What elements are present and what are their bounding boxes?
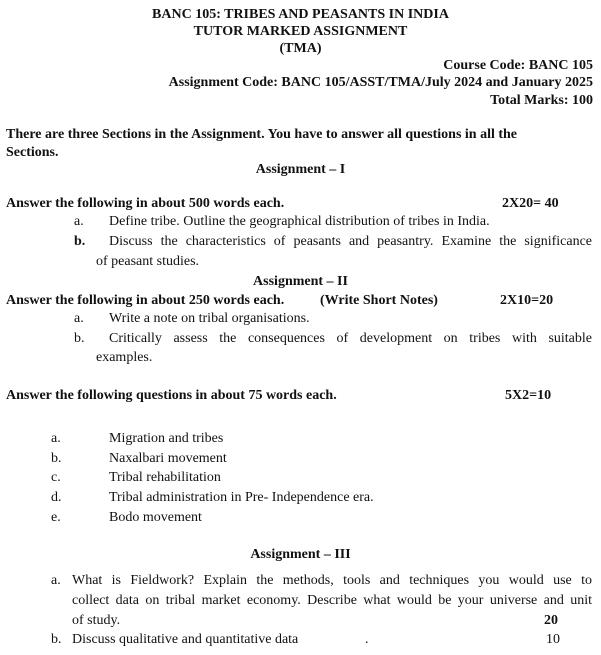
section3-item-a-marks: 20 [544,613,558,628]
short-item-a-text: Migration and tribes [109,431,224,446]
section3-heading: Assignment – III [250,547,351,562]
section3-item-b-label: b. [51,632,62,647]
section1-instruction: Answer the following in about 500 words each. [6,196,285,211]
doc-title: BANC 105: TRIBES AND PEASANTS IN INDIA [152,7,449,22]
section1-item-a-label: a. [74,214,84,229]
section1-marks: 2X20= 40 [502,196,559,211]
doc-subtitle: TUTOR MARKED ASSIGNMENT [193,24,408,39]
short-item-b-text: Naxalbari movement [109,451,227,466]
section2-item-b-line-1: Critically assess the consequences of development on tribes with suitable [109,331,592,346]
section2-marks-2: 5X2=10 [505,388,552,403]
section2-heading: Assignment – II [253,274,348,289]
section2-item-b-line-2: examples. [96,350,153,365]
short-item-e-text: Bodo movement [109,510,202,525]
section1-item-b-label: b. [74,234,86,249]
section3-item-a-line-3: of study. [72,613,121,628]
section3-item-b-marks: 10 [546,632,560,647]
section1-heading: Assignment – I [255,162,346,177]
short-item-d-text: Tribal administration in Pre- Independence era. [109,490,374,505]
course-code: Course Code: BANC 105 [443,58,593,73]
section2-instruction-2: Answer the following questions in about 75 words each. [6,388,337,403]
short-item-a-label: a. [51,431,61,446]
total-marks: Total Marks: 100 [490,93,593,108]
intro-line-2: Sections. [6,145,59,160]
section3-item-b-dot: . [365,632,369,647]
intro-line-1: There are three Sections in the Assignment. You have to answer all questions in all the [6,127,518,142]
short-item-c-label: c. [51,470,61,485]
section1-item-b-line-1: Discuss the characteristics of peasants and peasantry. Examine the significance [109,234,592,249]
section3-item-a-line-2: collect data on tribal market economy. Describe what would be your universe and unit [72,593,592,608]
section2-marks: 2X10=20 [500,293,554,308]
section2-item-a-label: a. [74,311,84,326]
section2-item-b-label: b. [74,331,85,346]
section3-item-a-label: a. [51,573,61,588]
doc-tma: (TMA) [279,41,322,56]
section1-item-a-text: Define tribe. Outline the geographical distribution of tribes in India. [109,214,490,229]
section3-item-b-text: Discuss qualitative and quantitative data [72,632,299,647]
section2-item-a-text: Write a note on tribal organisations. [109,311,310,326]
short-item-d-label: d. [51,490,62,505]
assignment-code: Assignment Code: BANC 105/ASST/TMA/July 2024 and January 2025 [168,75,593,90]
short-item-c-text: Tribal rehabilitation [109,470,221,485]
short-item-e-label: e. [51,510,61,525]
section1-item-b-line-2: of peasant studies. [96,254,200,269]
section2-note: (Write Short Notes) [320,293,438,308]
short-item-b-label: b. [51,451,62,466]
section3-item-a-line-1: What is Fieldwork? Explain the methods, tools and techniques you would use to [72,573,592,588]
section2-instruction: Answer the following in about 250 words each. [6,293,285,308]
